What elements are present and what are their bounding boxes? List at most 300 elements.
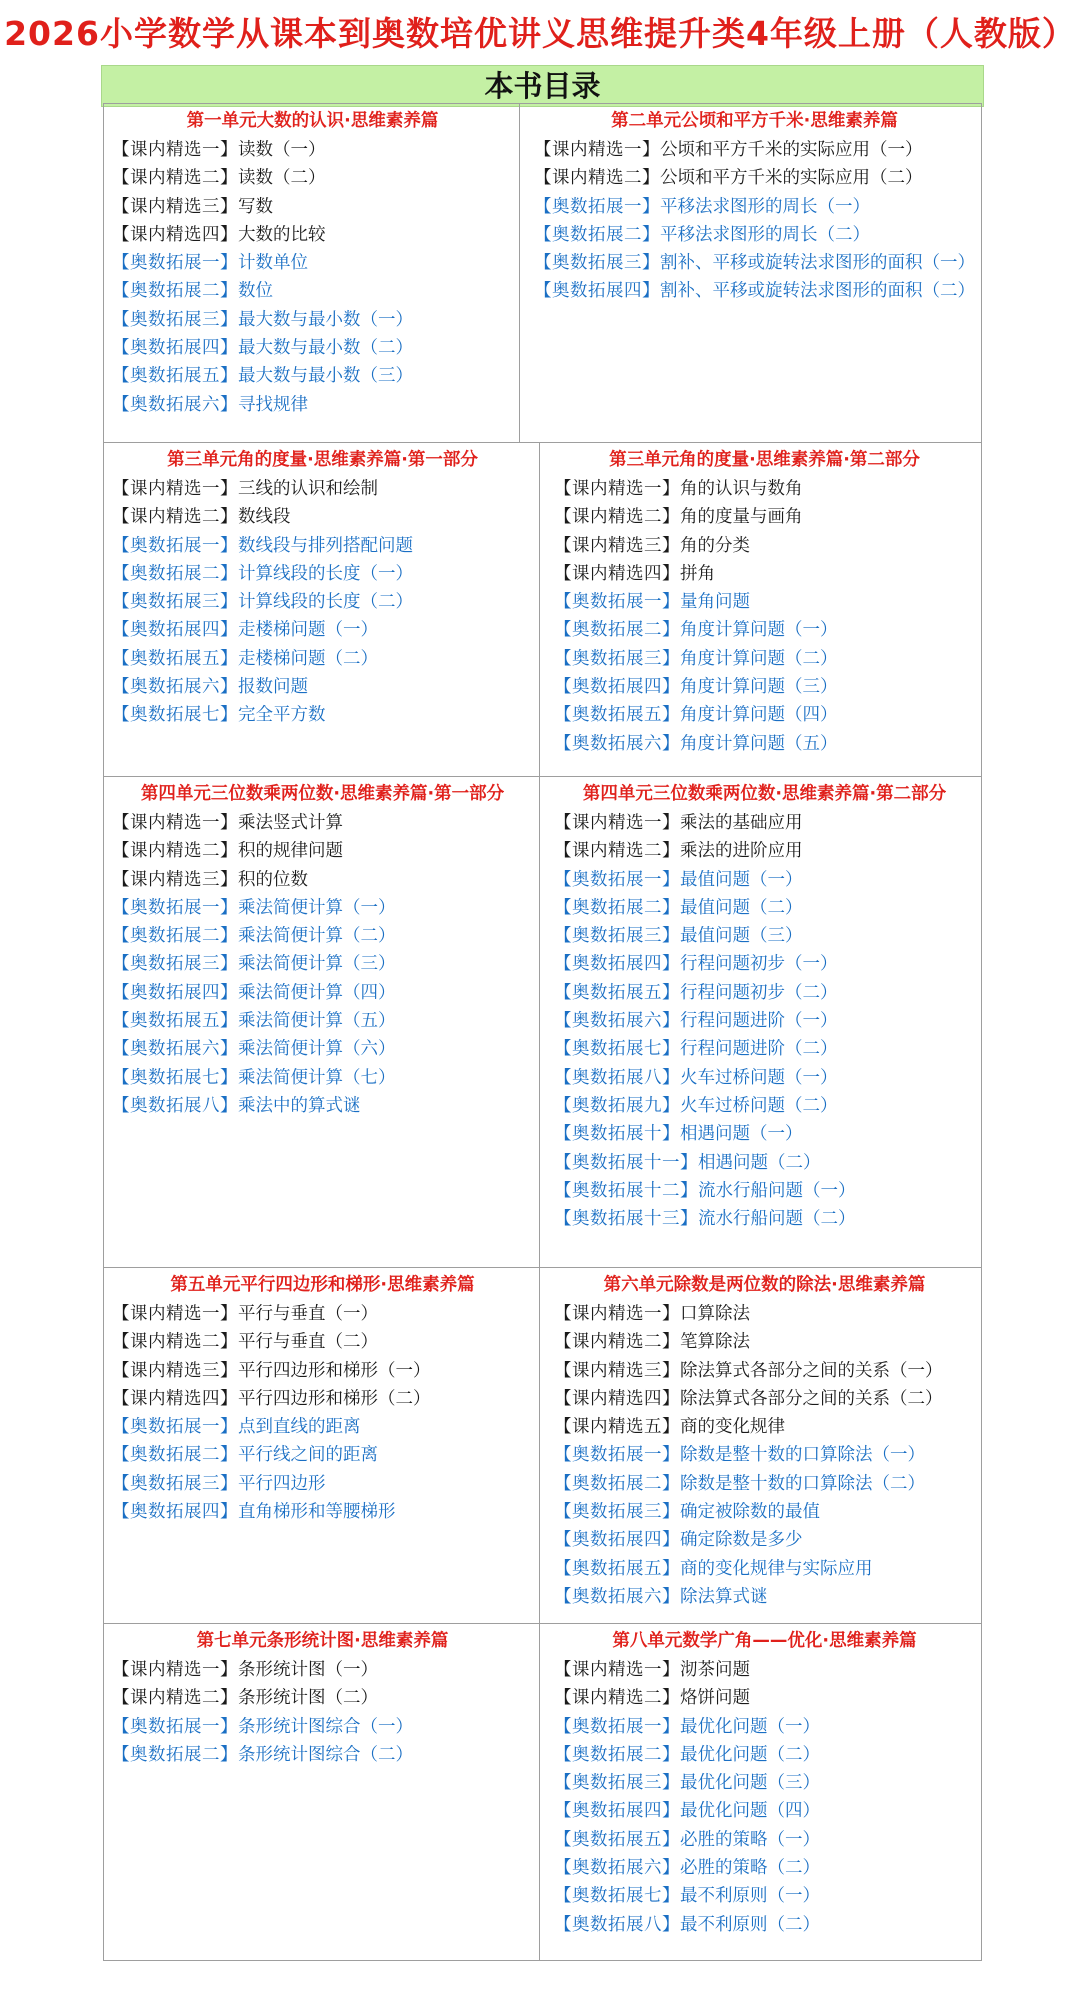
toc-item [554, 1441, 975, 1469]
toc-item [534, 164, 975, 192]
item-tag: 【奥数拓展三】 [554, 1502, 680, 1523]
item-title: 乘法简便计算（三） [238, 954, 396, 975]
item-tag: 【奥数拓展五】 [554, 705, 680, 726]
item-tag: 【奥数拓展八】 [112, 1095, 238, 1116]
toc-item [554, 1911, 975, 1939]
item-tag: 【课内精选一】 [112, 1304, 238, 1324]
toc-item [112, 277, 513, 305]
item-title: 行程问题进阶（一） [680, 1011, 838, 1032]
item-tag: 【奥数拓展六】 [112, 677, 238, 698]
item-tag: 【奥数拓展一】 [554, 592, 680, 613]
item-tag: 【课内精选二】 [554, 1688, 680, 1709]
toc-item [112, 1064, 533, 1092]
item-title: 确定被除数的最值 [680, 1502, 820, 1523]
toc-item [554, 475, 975, 503]
item-tag: 【课内精选五】 [554, 1417, 680, 1438]
item-title: 最不利原则（一） [680, 1886, 820, 1907]
item-title: 笔算除法 [680, 1332, 750, 1353]
toc-item [554, 866, 975, 894]
toc-item [112, 950, 533, 978]
toc-item [534, 221, 975, 249]
item-title: 三线的认识和绘制 [238, 479, 378, 499]
toc-item [554, 560, 975, 588]
toc-item [112, 334, 513, 362]
item-tag: 【奥数拓展十二】 [554, 1180, 698, 1201]
item-title: 公顷和平方千米的实际应用（一） [660, 140, 923, 160]
item-tag: 【课内精选一】 [112, 813, 238, 833]
item-tag: 【奥数拓展五】 [554, 982, 680, 1003]
item-title: 乘法简便计算（七） [238, 1067, 396, 1088]
item-tag: 【奥数拓展二】 [112, 1744, 238, 1765]
toc-item [554, 1007, 975, 1035]
toc-item [554, 673, 975, 701]
item-title: 商的变化规律与实际应用 [680, 1558, 873, 1579]
item-title: 最大数与最小数（二） [238, 338, 413, 359]
toc-item [554, 1205, 975, 1233]
toc-item [554, 1882, 975, 1910]
item-title: 条形统计图（一） [238, 1660, 378, 1680]
item-title: 乘法简便计算（二） [238, 926, 396, 947]
toc-item [112, 1498, 533, 1526]
toc-item [112, 1413, 533, 1441]
item-title: 平行与垂直（二） [238, 1332, 378, 1353]
toc-item [534, 277, 975, 305]
item-tag: 【奥数拓展四】 [554, 1801, 680, 1822]
toc-item [112, 391, 513, 419]
item-tag: 【奥数拓展二】 [112, 563, 238, 584]
toc-item [534, 249, 975, 277]
item-title: 拼角 [680, 563, 715, 584]
unit-cell [104, 777, 539, 1267]
item-tag: 【奥数拓展十三】 [554, 1209, 698, 1230]
toc-item [554, 1713, 975, 1741]
item-title: 最不利原则（二） [680, 1914, 820, 1935]
toc-item [554, 1826, 975, 1854]
item-tag: 【课内精选四】 [112, 1388, 238, 1409]
item-title: 条形统计图综合（一） [238, 1716, 413, 1737]
item-title: 报数问题 [238, 677, 308, 698]
item-tag: 【课内精选一】 [554, 813, 680, 833]
toc-row [104, 1267, 981, 1623]
item-title: 平移法求图形的周长（一） [660, 196, 870, 217]
unit-cell [104, 443, 539, 776]
toc-item [112, 979, 533, 1007]
toc-item [112, 1713, 533, 1741]
unit-heading: 第一单元大数的认识·思维素养篇 [186, 111, 439, 131]
toc-item [112, 1441, 533, 1469]
item-title: 相遇问题（一） [680, 1124, 803, 1145]
item-tag: 【奥数拓展三】 [554, 1773, 680, 1794]
item-tag: 【奥数拓展一】 [554, 1716, 680, 1737]
item-title: 完全平方数 [238, 705, 326, 726]
item-title: 平行与垂直（一） [238, 1304, 378, 1324]
item-title: 角度计算问题（三） [680, 677, 838, 698]
item-tag: 【奥数拓展四】 [554, 677, 680, 698]
item-title: 必胜的策略（二） [680, 1858, 820, 1879]
toc-item [534, 136, 975, 164]
unit-heading: 第五单元平行四边形和梯形·思维素养篇 [170, 1275, 475, 1295]
item-tag: 【课内精选二】 [112, 841, 238, 862]
unit-cell [104, 104, 519, 442]
item-tag: 【奥数拓展八】 [554, 1067, 680, 1088]
item-tag: 【奥数拓展二】 [112, 926, 238, 947]
item-tag: 【课内精选三】 [554, 1360, 680, 1381]
item-title: 烙饼问题 [680, 1688, 750, 1709]
item-tag: 【课内精选三】 [112, 869, 238, 890]
toc-item [554, 1583, 975, 1611]
item-tag: 【奥数拓展四】 [534, 281, 660, 302]
item-title: 沏茶问题 [680, 1660, 750, 1680]
toc-item [554, 922, 975, 950]
item-title: 数位 [238, 281, 273, 302]
item-title: 相遇问题（二） [698, 1152, 821, 1173]
item-tag: 【奥数拓展十】 [554, 1124, 680, 1145]
toc-item [554, 1413, 975, 1441]
item-tag: 【课内精选四】 [112, 224, 238, 245]
toc-item [112, 1385, 533, 1413]
item-title: 乘法简便计算（一） [238, 897, 396, 918]
item-tag: 【奥数拓展四】 [554, 954, 680, 975]
item-tag: 【奥数拓展一】 [112, 1716, 238, 1737]
item-tag: 【奥数拓展四】 [112, 1502, 238, 1523]
item-tag: 【课内精选三】 [112, 196, 238, 217]
unit-cell [519, 104, 981, 442]
item-title: 直角梯形和等腰梯形 [238, 1502, 396, 1523]
item-tag: 【奥数拓展四】 [554, 1530, 680, 1551]
toc-header: 本书目录 [101, 65, 984, 107]
item-title: 计数单位 [238, 253, 308, 274]
item-tag: 【奥数拓展三】 [112, 309, 238, 330]
toc-item [554, 950, 975, 978]
item-title: 点到直线的距离 [238, 1417, 361, 1438]
toc-item [554, 1300, 975, 1328]
item-title: 乘法的基础应用 [680, 813, 803, 833]
item-title: 火车过桥问题（一） [680, 1067, 838, 1088]
unit-cell [539, 1624, 981, 1960]
item-tag: 【奥数拓展二】 [554, 1744, 680, 1765]
item-tag: 【课内精选一】 [534, 140, 660, 160]
toc-item [112, 1007, 533, 1035]
toc-item [554, 894, 975, 922]
item-title: 乘法的进阶应用 [680, 841, 803, 862]
item-title: 割补、平移或旋转法求图形的面积（一） [660, 253, 975, 274]
item-tag: 【奥数拓展五】 [554, 1558, 680, 1579]
item-tag: 【课内精选一】 [554, 1660, 680, 1680]
item-tag: 【奥数拓展十一】 [554, 1152, 698, 1173]
toc-item [112, 164, 513, 192]
item-title: 计算线段的长度（二） [238, 592, 413, 613]
toc-item [554, 1854, 975, 1882]
item-tag: 【奥数拓展四】 [112, 982, 238, 1003]
unit-heading: 第四单元三位数乘两位数·思维素养篇·第一部分 [140, 784, 505, 804]
item-title: 行程问题进阶（二） [680, 1039, 838, 1060]
item-tag: 【奥数拓展九】 [554, 1095, 680, 1116]
item-tag: 【课内精选一】 [112, 140, 238, 160]
item-tag: 【课内精选二】 [112, 1332, 238, 1353]
toc-grid [103, 103, 982, 1961]
item-tag: 【课内精选四】 [554, 1388, 680, 1409]
toc-item [112, 1328, 533, 1356]
toc-item [112, 306, 513, 334]
item-tag: 【奥数拓展三】 [534, 253, 660, 274]
item-tag: 【奥数拓展二】 [534, 224, 660, 245]
toc-row [104, 442, 981, 776]
unit-heading: 第四单元三位数乘两位数·思维素养篇·第二部分 [582, 784, 947, 804]
item-title: 平行四边形 [238, 1473, 326, 1494]
item-title: 除法算式各部分之间的关系（一） [680, 1360, 943, 1381]
toc-item [554, 616, 975, 644]
toc-item [554, 1797, 975, 1825]
toc-item [112, 673, 533, 701]
item-tag: 【奥数拓展五】 [112, 366, 238, 387]
item-title: 读数（一） [238, 140, 326, 160]
item-title: 最值问题（三） [680, 926, 803, 947]
item-tag: 【奥数拓展二】 [112, 1445, 238, 1466]
toc-item [554, 1064, 975, 1092]
item-tag: 【课内精选三】 [554, 535, 680, 556]
item-title: 最优化问题（四） [680, 1801, 820, 1822]
item-title: 积的位数 [238, 869, 308, 890]
toc-item [554, 1149, 975, 1177]
item-title: 割补、平移或旋转法求图形的面积（二） [660, 281, 975, 302]
item-tag: 【奥数拓展五】 [112, 648, 238, 669]
item-title: 行程问题初步（一） [680, 954, 838, 975]
item-title: 乘法简便计算（五） [238, 1011, 396, 1032]
item-tag: 【奥数拓展六】 [554, 733, 680, 754]
toc-item [112, 701, 533, 729]
item-title: 最值问题（二） [680, 897, 803, 918]
item-title: 最优化问题（二） [680, 1744, 820, 1765]
item-tag: 【奥数拓展七】 [554, 1039, 680, 1060]
unit-cell [539, 777, 981, 1267]
item-title: 平行四边形和梯形（二） [238, 1388, 431, 1409]
item-title: 数线段 [238, 507, 291, 528]
unit-cell [104, 1624, 539, 1960]
item-title: 走楼梯问题（一） [238, 620, 378, 641]
item-title: 积的规律问题 [238, 841, 343, 862]
toc-item [112, 532, 533, 560]
item-tag: 【课内精选二】 [112, 1688, 238, 1709]
toc-item [554, 1177, 975, 1205]
item-tag: 【奥数拓展三】 [112, 1473, 238, 1494]
item-tag: 【奥数拓展二】 [112, 281, 238, 302]
item-tag: 【奥数拓展三】 [112, 954, 238, 975]
toc-row [104, 1623, 981, 1960]
toc-item [554, 730, 975, 758]
item-tag: 【奥数拓展三】 [112, 592, 238, 613]
item-title: 条形统计图综合（二） [238, 1744, 413, 1765]
item-tag: 【课内精选一】 [554, 479, 680, 499]
toc-item [112, 616, 533, 644]
toc-item [112, 922, 533, 950]
toc-item [112, 866, 533, 894]
item-tag: 【奥数拓展五】 [554, 1829, 680, 1850]
toc-item [554, 809, 975, 837]
toc-item [112, 1684, 533, 1712]
toc-item [112, 1656, 533, 1684]
item-tag: 【奥数拓展六】 [554, 1858, 680, 1879]
item-tag: 【奥数拓展六】 [554, 1011, 680, 1032]
toc-item [554, 701, 975, 729]
item-title: 除法算式各部分之间的关系（二） [680, 1388, 943, 1409]
toc-item [112, 503, 533, 531]
unit-heading: 第三单元角的度量·思维素养篇·第一部分 [167, 450, 478, 470]
item-tag: 【奥数拓展七】 [554, 1886, 680, 1907]
toc-item [554, 1092, 975, 1120]
toc-item [554, 1656, 975, 1684]
toc-row [104, 103, 981, 442]
item-tag: 【奥数拓展二】 [554, 620, 680, 641]
toc-item [554, 1035, 975, 1063]
item-tag: 【奥数拓展二】 [554, 897, 680, 918]
toc-item [112, 588, 533, 616]
item-title: 数线段与排列搭配问题 [238, 535, 413, 556]
item-tag: 【课内精选四】 [554, 563, 680, 584]
item-tag: 【奥数拓展六】 [554, 1586, 680, 1607]
item-tag: 【奥数拓展一】 [112, 897, 238, 918]
toc-item [112, 1035, 533, 1063]
toc-item [554, 1498, 975, 1526]
item-title: 角度计算问题（四） [680, 705, 838, 726]
toc-item [112, 837, 533, 865]
item-tag: 【奥数拓展四】 [112, 338, 238, 359]
unit-cell [539, 443, 981, 776]
item-title: 角的度量与画角 [680, 507, 803, 528]
item-title: 最优化问题（三） [680, 1773, 820, 1794]
toc-item [534, 193, 975, 221]
item-title: 角的认识与数角 [680, 479, 803, 499]
unit-heading: 第八单元数学广角——优化·思维素养篇 [612, 1631, 917, 1651]
item-title: 平行四边形和梯形（一） [238, 1360, 431, 1381]
item-title: 确定除数是多少 [680, 1530, 803, 1551]
item-title: 流水行船问题（二） [698, 1209, 856, 1230]
item-tag: 【奥数拓展二】 [554, 1473, 680, 1494]
toc-item [112, 475, 533, 503]
page-title: 2026小学数学从课本到奥数培优讲义思维提升类4年级上册（人教版） [4, 14, 1076, 53]
item-title: 行程问题初步（二） [680, 982, 838, 1003]
item-title: 流水行船问题（一） [698, 1180, 856, 1201]
item-tag: 【奥数拓展六】 [112, 1039, 238, 1060]
item-title: 量角问题 [680, 592, 750, 613]
item-title: 乘法简便计算（六） [238, 1039, 396, 1060]
toc-item [112, 249, 513, 277]
toc-item [554, 1385, 975, 1413]
unit-heading: 第三单元角的度量·思维素养篇·第二部分 [609, 450, 920, 470]
item-tag: 【课内精选三】 [112, 1360, 238, 1381]
toc-item [554, 979, 975, 1007]
item-tag: 【奥数拓展五】 [112, 1011, 238, 1032]
toc-item [112, 136, 513, 164]
item-title: 读数（二） [238, 168, 326, 189]
item-tag: 【课内精选一】 [112, 479, 238, 499]
item-tag: 【奥数拓展四】 [112, 620, 238, 641]
item-tag: 【课内精选二】 [554, 507, 680, 528]
unit-heading: 第二单元公顷和平方千米·思维素养篇 [611, 111, 898, 131]
toc-item [112, 221, 513, 249]
toc-item [554, 1741, 975, 1769]
toc-item [112, 809, 533, 837]
toc-item [554, 532, 975, 560]
item-tag: 【奥数拓展三】 [554, 648, 680, 669]
toc-item [112, 560, 533, 588]
item-title: 角度计算问题（一） [680, 620, 838, 641]
toc-item [554, 588, 975, 616]
item-tag: 【奥数拓展一】 [554, 1445, 680, 1466]
item-tag: 【奥数拓展六】 [112, 394, 238, 415]
item-title: 条形统计图（二） [238, 1688, 378, 1709]
item-title: 角度计算问题（二） [680, 648, 838, 669]
item-title: 必胜的策略（一） [680, 1829, 820, 1850]
toc-item [112, 1357, 533, 1385]
toc-item [112, 1470, 533, 1498]
item-title: 乘法简便计算（四） [238, 982, 396, 1003]
item-title: 走楼梯问题（二） [238, 648, 378, 669]
toc-item [112, 894, 533, 922]
item-tag: 【课内精选二】 [554, 1332, 680, 1353]
item-tag: 【奥数拓展一】 [112, 253, 238, 274]
toc-row [104, 776, 981, 1267]
toc-item [112, 645, 533, 673]
item-title: 角度计算问题（五） [680, 733, 838, 754]
toc-item [554, 1684, 975, 1712]
item-title: 最大数与最小数（一） [238, 309, 413, 330]
item-title: 最值问题（一） [680, 869, 803, 890]
toc-item [112, 1300, 533, 1328]
item-tag: 【奥数拓展三】 [554, 926, 680, 947]
item-tag: 【奥数拓展一】 [112, 535, 238, 556]
toc-item [112, 362, 513, 390]
item-title: 平移法求图形的周长（二） [660, 224, 870, 245]
item-title: 除数是整十数的口算除法（一） [680, 1445, 925, 1466]
item-tag: 【奥数拓展七】 [112, 705, 238, 726]
unit-heading: 第六单元除数是两位数的除法·思维素养篇 [603, 1275, 926, 1295]
item-tag: 【课内精选二】 [112, 168, 238, 189]
item-title: 除法算式谜 [680, 1586, 768, 1607]
unit-cell [539, 1268, 981, 1623]
toc-item [554, 1470, 975, 1498]
item-title: 公顷和平方千米的实际应用（二） [660, 168, 923, 189]
toc-item [554, 1555, 975, 1583]
item-title: 口算除法 [680, 1304, 750, 1324]
item-tag: 【课内精选二】 [534, 168, 660, 189]
toc-item [554, 1120, 975, 1148]
toc-item [112, 193, 513, 221]
item-title: 商的变化规律 [680, 1417, 785, 1438]
item-tag: 【课内精选一】 [554, 1304, 680, 1324]
item-title: 除数是整十数的口算除法（二） [680, 1473, 925, 1494]
item-title: 火车过桥问题（二） [680, 1095, 838, 1116]
toc-item [554, 1357, 975, 1385]
toc-item [112, 1092, 533, 1120]
unit-heading: 第七单元条形统计图·思维素养篇 [196, 1631, 449, 1651]
item-title: 最大数与最小数（三） [238, 366, 413, 387]
item-tag: 【课内精选二】 [554, 841, 680, 862]
item-title: 最优化问题（一） [680, 1716, 820, 1737]
unit-cell [104, 1268, 539, 1623]
item-title: 计算线段的长度（一） [238, 563, 413, 584]
toc-item [554, 1526, 975, 1554]
item-tag: 【课内精选二】 [112, 507, 238, 528]
item-title: 平行线之间的距离 [238, 1445, 378, 1466]
toc-item [554, 645, 975, 673]
item-tag: 【奥数拓展八】 [554, 1914, 680, 1935]
item-tag: 【奥数拓展一】 [554, 869, 680, 890]
item-tag: 【奥数拓展七】 [112, 1067, 238, 1088]
item-tag: 【奥数拓展一】 [534, 196, 660, 217]
item-title: 角的分类 [680, 535, 750, 556]
item-title: 乘法中的算式谜 [238, 1095, 361, 1116]
toc-item [554, 837, 975, 865]
